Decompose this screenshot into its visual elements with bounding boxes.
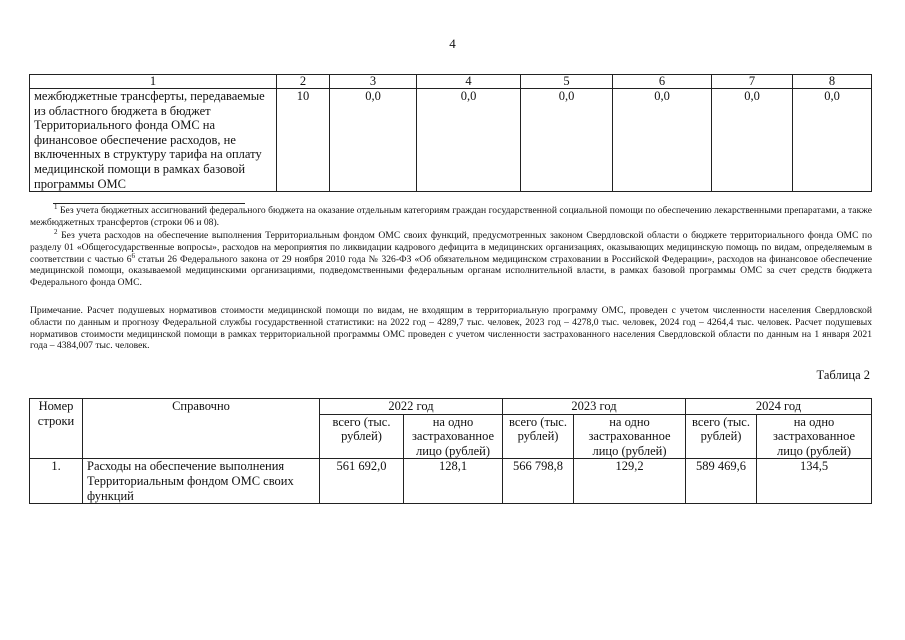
page-number: 4 [449,36,456,51]
header-row-number: Номер строки [30,399,83,459]
col-number: 1 [30,75,277,89]
footnote-text: Без учета расходов на обеспечение выполнения Территориальным фондом ОМС своих функций, предусмотренных законом Свердловской области о бюджете территориального фонда ОМС по разделу 01 «Общегосударственные вопросы», расходов на мероприятия по ликвидации кадрового дефицита в медицинских организациях, оказывающих медицинскую помощь по видам, определяемым в соответствии с частью 6 [30,230,872,265]
row-code: 10 [277,89,330,192]
footnote-mark: 1 [54,202,58,211]
cell-value: 129,2 [574,459,686,504]
table-row [30,89,872,192]
row-label: Расходы на обеспечение выполнения Территориальным фондом ОМС своих функций [83,459,320,504]
footnote-text: Без учета бюджетных ассигнований федерального бюджета на оказание отдельным категориям граждан государственной социальной помощи по обеспечению лекарственными препаратами, а также межбюджетных трансфертов (строки 06 и 08). [30,205,872,228]
subheader: всего (тыс. рублей) [503,414,574,459]
cell-value: 0,0 [330,89,417,192]
cell-value: 128,1 [404,459,503,504]
table-2 [29,398,872,504]
subheader: всего (тыс. рублей) [320,414,404,459]
col-number: 3 [330,75,417,89]
row-number: 1. [30,459,83,504]
cell-value: 134,5 [757,459,872,504]
footnote-divider [53,203,245,204]
header-year: 2022 год [320,399,503,415]
cell-value: 566 798,8 [503,459,574,504]
subheader: всего (тыс. рублей) [686,414,757,459]
subheader: на одно застрахованное лицо (рублей) [574,414,686,459]
subheader: на одно застрахованное лицо (рублей) [404,414,503,459]
table-2-header-row [30,399,872,415]
header-year: 2024 год [686,399,872,415]
cell-value: 0,0 [417,89,521,192]
table-row [30,459,872,504]
footnote-1 [30,202,872,229]
table-2-title: Таблица 2 [816,368,870,382]
header-reference: Справочно [83,399,320,459]
table-1 [29,74,872,192]
col-number: 7 [712,75,793,89]
footnote-2 [30,227,872,289]
subheader: на одно застрахованное лицо (рублей) [757,414,872,459]
note-paragraph: Примечание. Расчет подушевых нормативов стоимости медицинской помощи по видам, не входящим в территориальную программу ОМС, проведен с учетом численности населения Свердловской области по данным и прогнозу Федеральной службы государственной статистики: на 2022 год – 4289,7 тыс. человек, 2023 год – 4278,0 тыс. человек, 2024 год – 4264,4 тыс. человек. Расчет подушевых нормативов стоимости медицинской помощи в рамках территориальной программы ОМС проведен с учетом численности застрахованного населения Свердловской области по данным на 1 января 2021 года – 4384,007 тыс. человек. [30,305,872,352]
col-number: 4 [417,75,521,89]
cell-value: 0,0 [521,89,613,192]
col-number: 6 [613,75,712,89]
header-year: 2023 год [503,399,686,415]
row-label: межбюджетные трансферты, передаваемые из областного бюджета в бюджет Территориального фонда ОМС на финансовое обеспечение расходов, не включенных в структуру тарифа на оплату медицинской помощи в рамках базовой программы ОМС [30,89,277,192]
table-1-column-numbers [30,75,872,89]
cell-value: 0,0 [613,89,712,192]
cell-value: 561 692,0 [320,459,404,504]
cell-value: 0,0 [712,89,793,192]
col-number: 8 [793,75,872,89]
cell-value: 0,0 [793,89,872,192]
col-number: 5 [521,75,613,89]
footnote-mark: 2 [54,227,58,236]
footnote-text: статьи 26 Федерального закона от 29 ноября 2010 года № 326-ФЗ «Об обязательном медицинском страховании в Российской Федерации», расходов на финансовое обеспечение медицинской помощи, оказываемой медицинскими организациями, подведомственными федеральным органам исполнительной власти, в рамках базовой программы ОМС за счет средств бюджета Федерального фонда ОМС. [30,253,872,289]
cell-value: 589 469,6 [686,459,757,504]
superscript: 6 [131,251,135,260]
col-number: 2 [277,75,330,89]
